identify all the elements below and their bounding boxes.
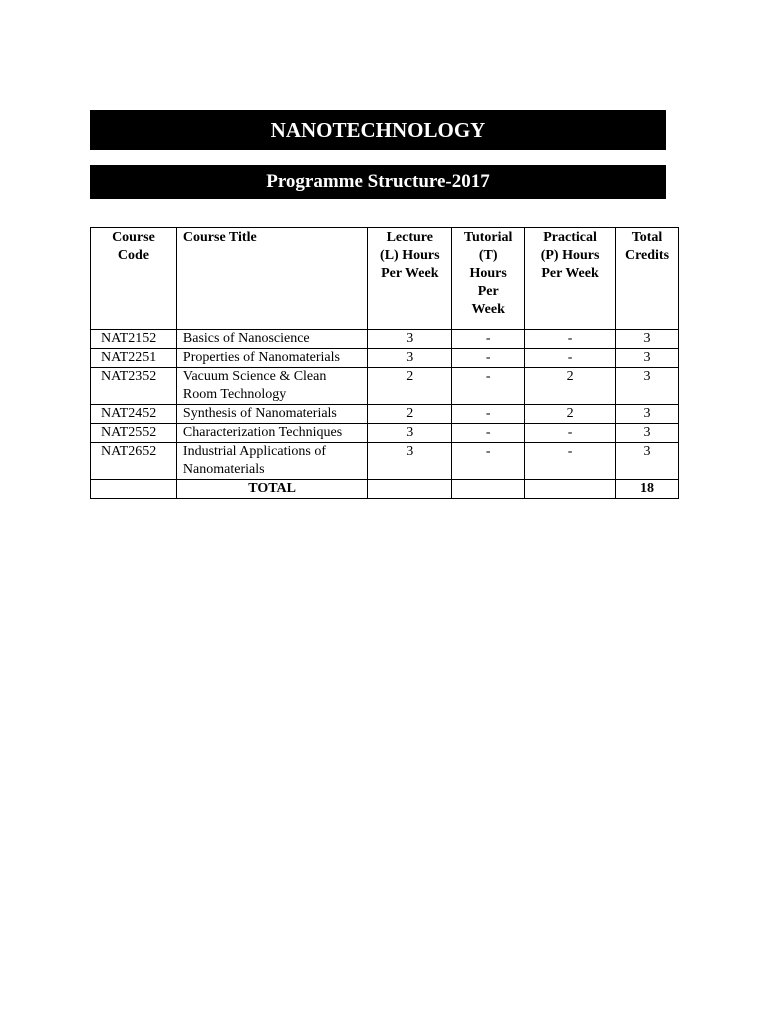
tutorial-hours: -: [452, 368, 525, 405]
practical-hours: -: [525, 424, 616, 443]
course-title: Properties of Nanomaterials: [176, 349, 367, 368]
tutorial-hours: -: [452, 349, 525, 368]
course-title: Synthesis of Nanomaterials: [176, 405, 367, 424]
lecture-hours: 3: [368, 349, 452, 368]
total-credits-sum: 18: [615, 480, 678, 499]
header-tutorial-hours: Tutorial (T) Hours Per Week: [452, 228, 525, 330]
programme-title: NANOTECHNOLOGY: [270, 118, 486, 142]
total-row: [91, 480, 679, 499]
total-credits: 3: [615, 405, 678, 424]
table-row: [91, 349, 679, 368]
tutorial-hours: -: [452, 330, 525, 349]
course-code: NAT2251: [91, 349, 177, 368]
table-row: [91, 424, 679, 443]
tutorial-hours: -: [452, 405, 525, 424]
course-code: NAT2652: [91, 443, 177, 480]
total-credits: 3: [615, 424, 678, 443]
total-credits: 3: [615, 330, 678, 349]
header-course-title: Course Title: [176, 228, 367, 330]
course-code: NAT2152: [91, 330, 177, 349]
course-code: NAT2552: [91, 424, 177, 443]
table-row: [91, 443, 679, 480]
lecture-hours: 3: [368, 424, 452, 443]
practical-hours: 2: [525, 368, 616, 405]
programme-structure-banner: [90, 165, 666, 199]
table-header-row: [91, 228, 679, 330]
total-label: TOTAL: [176, 480, 367, 499]
total-credits: 3: [615, 368, 678, 405]
table-row: [91, 368, 679, 405]
course-code: NAT2352: [91, 368, 177, 405]
practical-hours: -: [525, 330, 616, 349]
programme-title-banner: [90, 110, 666, 150]
lecture-hours: 3: [368, 330, 452, 349]
total-empty-cell: [525, 480, 616, 499]
header-course-code: Course Code: [91, 228, 177, 330]
course-title: Basics of Nanoscience: [176, 330, 367, 349]
total-credits: 3: [615, 443, 678, 480]
tutorial-hours: -: [452, 443, 525, 480]
total-empty-cell: [368, 480, 452, 499]
lecture-hours: 2: [368, 405, 452, 424]
lecture-hours: 2: [368, 368, 452, 405]
practical-hours: -: [525, 443, 616, 480]
header-total-credits: Total Credits: [615, 228, 678, 330]
table-row: [91, 405, 679, 424]
course-structure-table: [90, 227, 679, 499]
total-empty-cell: [91, 480, 177, 499]
course-title: Industrial Applications of Nanomaterials: [176, 443, 367, 480]
programme-structure-title: Programme Structure-2017: [266, 171, 490, 192]
header-lecture-hours: Lecture (L) Hours Per Week: [368, 228, 452, 330]
course-code: NAT2452: [91, 405, 177, 424]
header-practical-hours: Practical (P) Hours Per Week: [525, 228, 616, 330]
tutorial-hours: -: [452, 424, 525, 443]
practical-hours: 2: [525, 405, 616, 424]
total-credits: 3: [615, 349, 678, 368]
total-empty-cell: [452, 480, 525, 499]
lecture-hours: 3: [368, 443, 452, 480]
practical-hours: -: [525, 349, 616, 368]
course-title: Vacuum Science & Clean Room Technology: [176, 368, 367, 405]
table-row: [91, 330, 679, 349]
course-title: Characterization Techniques: [176, 424, 367, 443]
